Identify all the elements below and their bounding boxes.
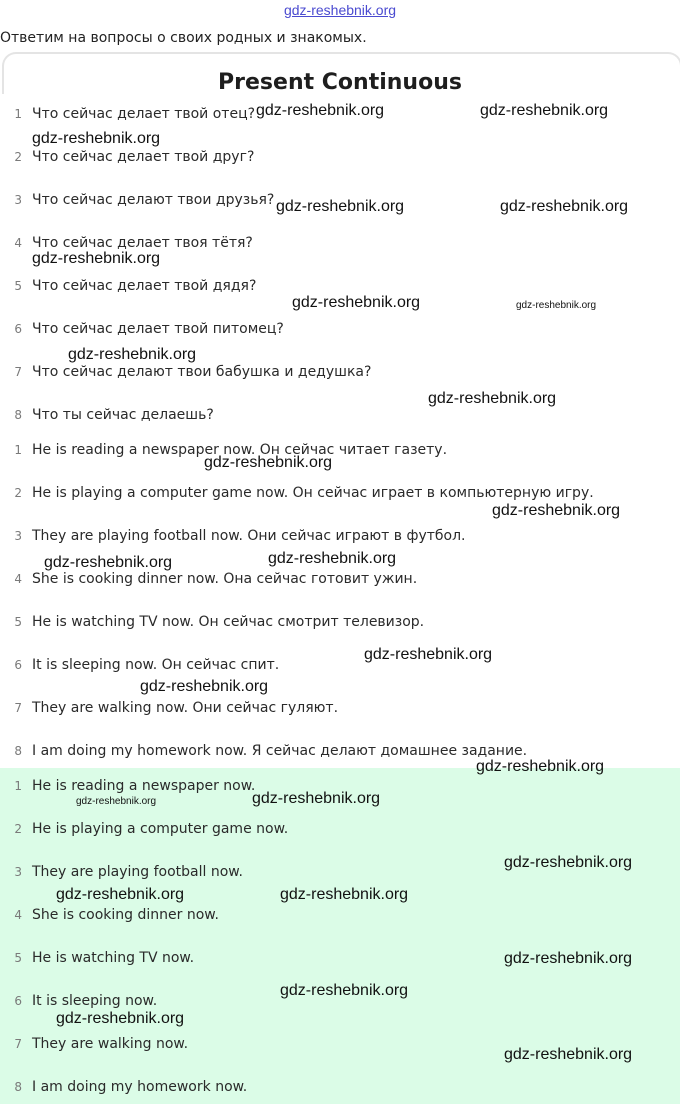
answer-text: They are walking now. (32, 1036, 189, 1052)
question-number: 1 (14, 107, 22, 121)
answer-text: He is playing a computer game now. (32, 821, 289, 837)
watermark: gdz-reshebnik.org (516, 300, 597, 311)
watermark: gdz-reshebnik.org (480, 102, 609, 119)
question-text: Что сейчас делают твои бабушка и дедушка? (32, 364, 372, 380)
question-text: Что сейчас делает твоя тётя? (32, 235, 253, 251)
watermark: gdz-reshebnik.org (428, 390, 557, 407)
watermark: gdz-reshebnik.org (252, 790, 381, 807)
question-text: Что ты сейчас делаешь? (32, 407, 214, 423)
instruction-text: Ответим на вопросы о своих родных и знакомых. (0, 30, 367, 46)
translation-text: I am doing my homework now. Я сейчас делают домашнее задание. (32, 743, 528, 759)
watermark: gdz-reshebnik.org (280, 982, 409, 999)
answer-text: I am doing my homework now. (32, 1079, 248, 1095)
question-number: 7 (14, 365, 22, 379)
watermark: gdz-reshebnik.org (32, 130, 161, 147)
watermark: gdz-reshebnik.org (280, 886, 409, 903)
question-number: 6 (14, 322, 22, 336)
watermark: gdz-reshebnik.org (32, 250, 161, 267)
answer-number: 6 (14, 994, 22, 1008)
translation-number: 6 (14, 658, 22, 672)
question-text: Что сейчас делает твой отец? (32, 106, 256, 122)
answer-number: 4 (14, 908, 22, 922)
watermark: gdz-reshebnik.org (68, 346, 197, 363)
question-number: 2 (14, 150, 22, 164)
watermark: gdz-reshebnik.org (76, 796, 157, 807)
watermark: gdz-reshebnik.org (476, 758, 605, 775)
watermark: gdz-reshebnik.org (56, 886, 185, 903)
watermark: gdz-reshebnik.org (492, 502, 621, 519)
answer-number: 7 (14, 1037, 22, 1051)
answer-number: 3 (14, 865, 22, 879)
answer-number: 8 (14, 1080, 22, 1094)
watermark: gdz-reshebnik.org (276, 198, 405, 215)
watermark: gdz-reshebnik.org (500, 198, 629, 215)
translation-number: 2 (14, 486, 22, 500)
site-link[interactable]: gdz-reshebnik.org (283, 2, 397, 18)
question-text: Что сейчас делает твой питомец? (32, 321, 284, 337)
translation-number: 7 (14, 701, 22, 715)
watermark: gdz-reshebnik.org (364, 646, 493, 663)
translation-text: They are walking now. Они сейчас гуляют. (32, 700, 339, 716)
watermark: gdz-reshebnik.org (292, 294, 421, 311)
question-text: Что сейчас делает твой дядя? (32, 278, 257, 294)
watermark: gdz-reshebnik.org (504, 950, 633, 967)
watermark: gdz-reshebnik.org (504, 854, 633, 871)
watermark: gdz-reshebnik.org (268, 550, 397, 567)
question-text: Что сейчас делают твои друзья? (32, 192, 275, 208)
translation-number: 8 (14, 744, 22, 758)
watermark: gdz-reshebnik.org (44, 554, 173, 571)
answer-number: 1 (14, 779, 22, 793)
watermark: gdz-reshebnik.org (504, 1046, 633, 1063)
question-number: 5 (14, 279, 22, 293)
watermark: gdz-reshebnik.org (256, 102, 385, 119)
translation-text: They are playing football now. Они сейчас играют в футбол. (32, 528, 466, 544)
answer-number: 5 (14, 951, 22, 965)
translation-number: 5 (14, 615, 22, 629)
translation-text: He is reading a newspaper now. Он сейчас читает газету. (32, 442, 448, 458)
translation-number: 4 (14, 572, 22, 586)
translation-text: She is cooking dinner now. Она сейчас готовит ужин. (32, 571, 418, 587)
answer-text: She is cooking dinner now. (32, 907, 219, 923)
page-title: Present Continuous (218, 70, 462, 95)
translation-text: It is sleeping now. Он сейчас спит. (32, 657, 280, 673)
answer-text: He is watching TV now. (32, 950, 195, 966)
question-number: 8 (14, 408, 22, 422)
answer-number: 2 (14, 822, 22, 836)
question-number: 4 (14, 236, 22, 250)
translation-number: 1 (14, 443, 22, 457)
answer-text: They are playing football now. (32, 864, 243, 880)
watermark: gdz-reshebnik.org (56, 1010, 185, 1027)
question-number: 3 (14, 193, 22, 207)
watermark: gdz-reshebnik.org (140, 678, 269, 695)
translation-number: 3 (14, 529, 22, 543)
translation-text: He is playing a computer game now. Он сейчас играет в компьютерную игру. (32, 485, 594, 501)
watermark: gdz-reshebnik.org (204, 454, 333, 471)
question-text: Что сейчас делает твой друг? (32, 149, 255, 165)
translation-text: He is watching TV now. Он сейчас смотрит телевизор. (32, 614, 425, 630)
answer-text: It is sleeping now. (32, 993, 158, 1009)
answer-text: He is reading a newspaper now. (32, 778, 256, 794)
